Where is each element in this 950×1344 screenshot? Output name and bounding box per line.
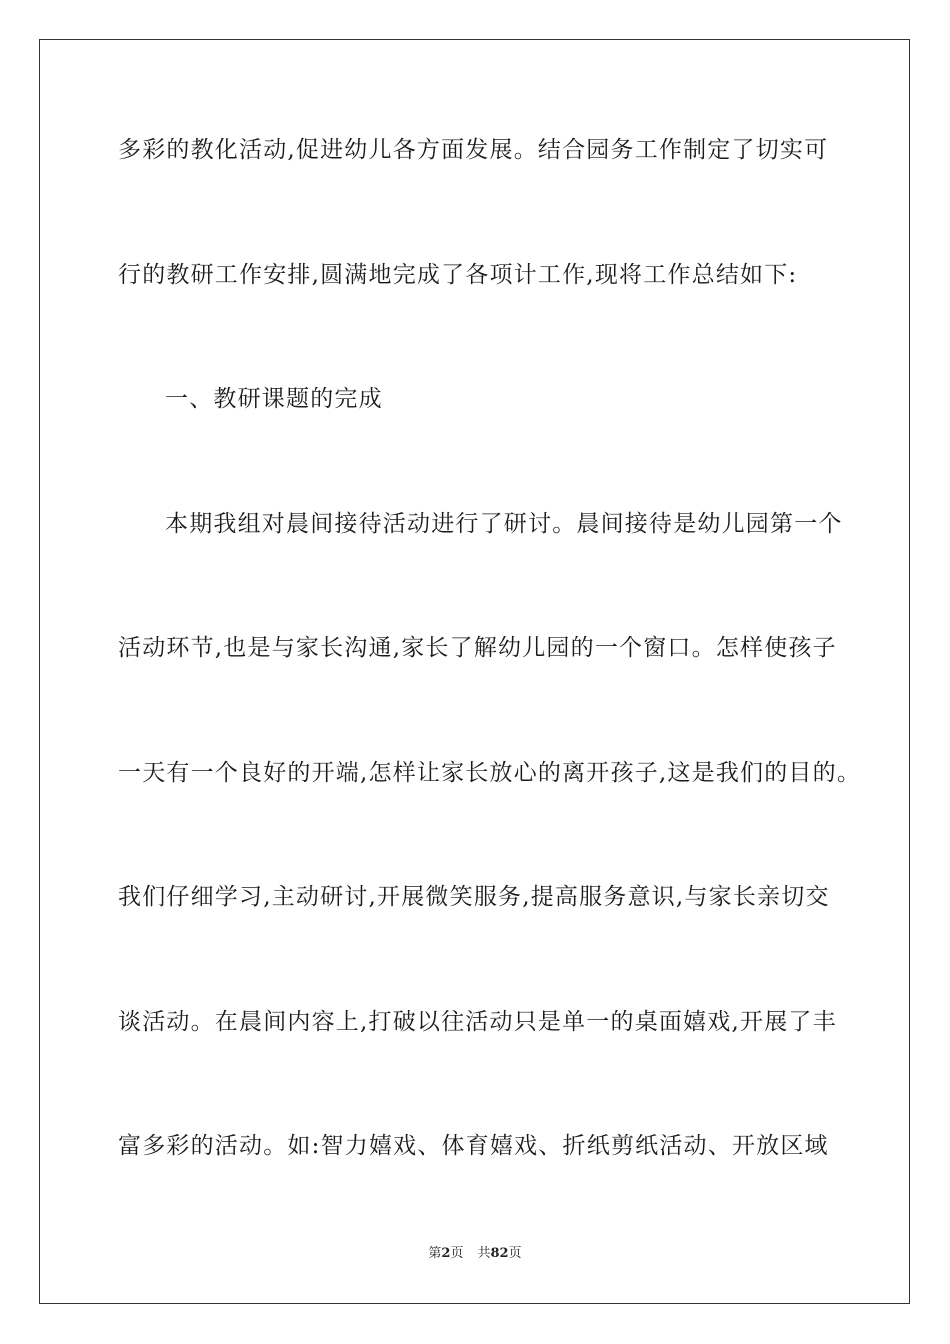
total-suffix: 页	[508, 1246, 522, 1261]
section-heading: 一、教研课题的完成	[165, 386, 383, 412]
body-text-line: 我们仔细学习,主动研讨,开展微笑服务,提高服务意识,与家长亲切交	[118, 884, 830, 910]
page-suffix: 页	[450, 1246, 464, 1261]
body-text-line: 多彩的教化活动,促进幼儿各方面发展。结合园务工作制定了切实可	[118, 137, 829, 163]
body-text-line: 一天有一个良好的开端,怎样让家长放心的离开孩子,这是我们的目的。	[118, 760, 862, 786]
page-border	[39, 39, 910, 1304]
total-pages: 82	[490, 1246, 509, 1261]
body-text-line: 行的教研工作安排,圆满地完成了各项计工作,现将工作总结如下:	[118, 262, 798, 288]
page-number: 2	[441, 1246, 451, 1261]
body-text-line: 谈活动。在晨间内容上,打破以往活动只是单一的桌面嬉戏,开展了丰	[118, 1009, 837, 1035]
page-prefix: 第	[428, 1246, 442, 1261]
body-text-line: 活动环节,也是与家长沟通,家长了解幼儿园的一个窗口。怎样使孩子	[118, 635, 837, 661]
body-text-line: 富多彩的活动。如:智力嬉戏、体育嬉戏、折纸剪纸活动、开放区域	[118, 1133, 829, 1159]
body-text-line: 本期我组对晨间接待活动进行了研讨。晨间接待是幼儿园第一个	[165, 511, 843, 537]
page-footer	[0, 1245, 950, 1263]
total-prefix: 共	[477, 1246, 491, 1261]
